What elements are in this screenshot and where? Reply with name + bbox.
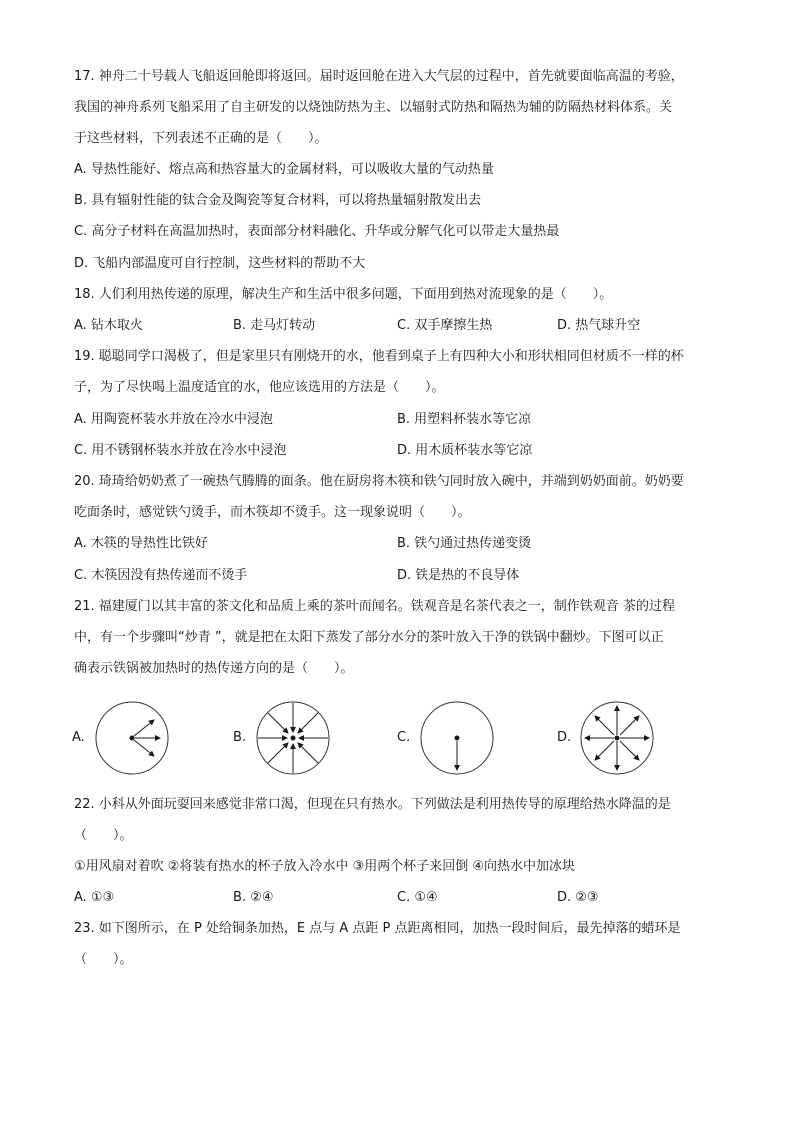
q22-statements: ①用风扇对着吹 ②将装有热水的杯子放入冷水中 ③用两个杯子来回倒 ④向热水中加冰块 — [74, 859, 576, 874]
q20-stem-line-2: 吃面条时，感觉铁勺烫手，而木筷却不烫手。这一现象说明（ ）。 — [74, 505, 471, 520]
q20-option-a: A. 木筷的导热性比铁好 — [74, 536, 208, 551]
q22-option-d: D. ②③ — [557, 890, 599, 905]
q21-stem-line-3: 确表示铁锅被加热时的热传递方向的是（ ）。 — [74, 661, 354, 676]
q17-option-b: B. 具有辐射性能的钛合金及陶瓷等复合材料，可以将热量辐射散发出去 — [74, 193, 482, 208]
q20-option-d: D. 铁是热的不良导体 — [397, 568, 520, 583]
q18-option-b: B. 走马灯转动 — [233, 318, 316, 333]
q19-option-a: A. 用陶瓷杯装水并放在冷水中浸泡 — [74, 412, 273, 427]
q18-stem: 18. 人们利用热传递的原理，解决生产和生活中很多问题，下面用到热对流现象的是（ ）。 — [74, 287, 613, 302]
circle-arrows-right-figure — [92, 698, 172, 778]
q19-stem-line-2: 子，为了尽快喝上温度适宜的水，他应该选用的方法是（ ）。 — [74, 380, 445, 395]
q18-option-d: D. 热气球升空 — [557, 318, 641, 333]
q19-option-b: B. 用塑料杯装水等它凉 — [397, 412, 532, 427]
q22-option-c: C. ①④ — [397, 890, 438, 905]
q20-option-c: C. 木筷因没有热传递而不烫手 — [74, 568, 248, 583]
q19-option-d: D. 用木质杯装水等它凉 — [397, 443, 533, 458]
circle-arrows-outward-figure — [577, 698, 657, 778]
q21-diagram-c — [397, 698, 507, 778]
circle-arrow-down-figure — [417, 698, 497, 778]
q17-stem-line-3: 于这些材料，下列表述不正确的是（ ）。 — [74, 131, 328, 146]
q20-option-b: B. 铁勺通过热传递变烫 — [397, 536, 532, 551]
q17-option-c: C. 高分子材料在高温加热时，表面部分材料融化、升华或分解气化可以带走大量热最 — [74, 224, 560, 239]
q21-diagram-b — [233, 698, 343, 778]
q17-stem-line-1: 17. 神舟二十号载人飞船返回舱即将返回。届时返回舱在进入大气层的过程中，首先就要面临高温的考验， — [74, 69, 684, 84]
q21-diagram-d — [557, 698, 667, 778]
q22-stem-line-1: 22. 小科从外面玩耍回来感觉非常口渴，但现在只有热水。下列做法是利用热传导的原理给热水降温的是 — [74, 797, 671, 812]
q23-stem-line-2: （ ）。 — [74, 952, 133, 967]
q17-option-d: D. 飞船内部温度可自行控制，这些材料的帮助不大 — [74, 256, 366, 271]
q22-stem-line-2: （ ）。 — [74, 828, 133, 843]
q17-stem-line-2: 我国的神舟系列飞船采用了自主研发的以烧蚀防热为主、以辐射式防热和隔热为辅的防隔热材料体系。关 — [74, 100, 673, 115]
q22-option-b: B. ②④ — [233, 890, 274, 905]
q18-option-a: A. 钻木取火 — [74, 318, 143, 333]
q19-option-c: C. 用不锈钢杯装水并放在冷水中浸泡 — [74, 443, 287, 458]
q17-option-a: A. 导热性能好、熔点高和热容量大的金属材料，可以吸收大量的气动热量 — [74, 162, 494, 177]
q21-stem-line-2: 中，有一个步骤叫“炒青 ”，就是把在太阳下蒸发了部分水分的茶叶放入干净的铁锅中翻炒。下图可以正 — [74, 630, 664, 645]
q22-option-a: A. ①③ — [74, 890, 115, 905]
q20-stem-line-1: 20. 琦琦给奶奶煮了一碗热气腾腾的面条。他在厨房将木筷和铁勺同时放入碗中，并端到奶奶面前。奶奶要 — [74, 474, 684, 489]
q18-option-c: C. 双手摩擦生热 — [397, 318, 493, 333]
q21-diagram-c-label: C. — [397, 730, 411, 745]
q21-diagram-a-label: A. — [72, 730, 85, 745]
q21-diagram-a — [72, 698, 182, 778]
q21-diagram-d-label: D. — [557, 730, 572, 745]
q21-diagram-b-label: B. — [233, 730, 247, 745]
q23-stem-line-1: 23. 如下图所示，在 P 处给铜条加热，E 点与 A 点距 P 点距离相同，加热一段时间后，最先掉落的蜡环是 — [74, 921, 681, 936]
q19-stem-line-1: 19. 聪聪同学口渴极了，但是家里只有刚烧开的水，他看到桌子上有四种大小和形状相同但材质不一样的杯 — [74, 349, 684, 364]
circle-arrows-inward-figure — [253, 698, 333, 778]
q21-stem-line-1: 21. 福建厦门以其丰富的茶文化和品质上乘的茶叶而闻名。铁观音是名茶代表之一，制作铁观音 茶的过程 — [74, 599, 675, 614]
